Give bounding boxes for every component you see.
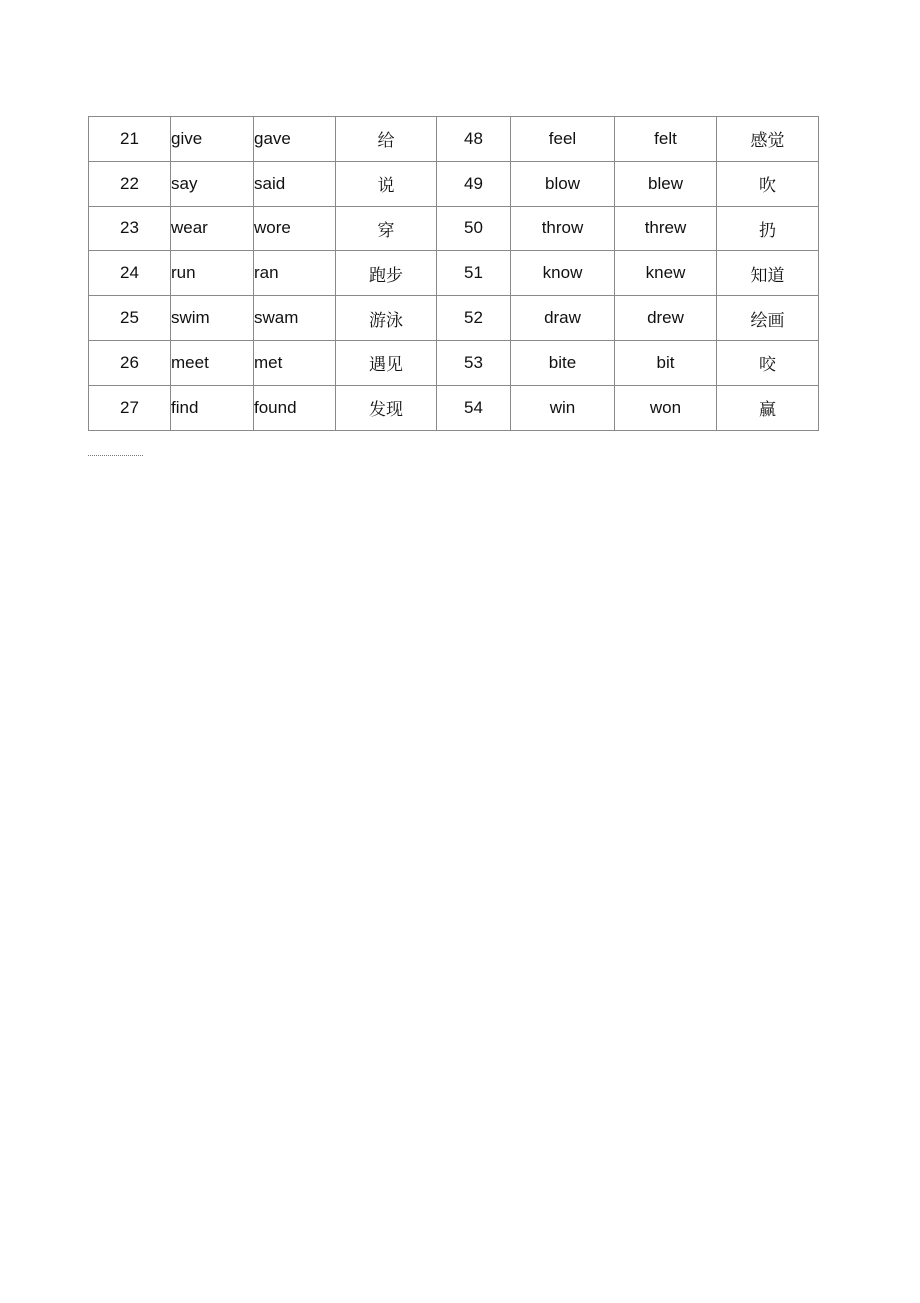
past-form-left: wore bbox=[254, 206, 336, 251]
table-row bbox=[89, 251, 819, 296]
past-form-right: bit bbox=[615, 340, 717, 385]
base-form-right: draw bbox=[511, 296, 615, 341]
base-form-left: find bbox=[171, 385, 254, 430]
row-number-left: 24 bbox=[89, 251, 171, 296]
chinese-meaning-left: 发现 bbox=[336, 385, 437, 430]
verb-table bbox=[88, 116, 819, 431]
table-row bbox=[89, 340, 819, 385]
row-number-right: 50 bbox=[437, 206, 511, 251]
base-form-left: swim bbox=[171, 296, 254, 341]
base-form-left: wear bbox=[171, 206, 254, 251]
past-form-left: said bbox=[254, 161, 336, 206]
base-form-left: say bbox=[171, 161, 254, 206]
table-row bbox=[89, 296, 819, 341]
base-form-right: bite bbox=[511, 340, 615, 385]
chinese-meaning-left: 穿 bbox=[336, 206, 437, 251]
table-row bbox=[89, 385, 819, 430]
past-form-right: threw bbox=[615, 206, 717, 251]
footnote-separator bbox=[88, 455, 143, 456]
base-form-right: win bbox=[511, 385, 615, 430]
chinese-meaning-right: 咬 bbox=[717, 340, 819, 385]
chinese-meaning-right: 吹 bbox=[717, 161, 819, 206]
past-form-left: ran bbox=[254, 251, 336, 296]
row-number-left: 21 bbox=[89, 117, 171, 162]
row-number-left: 25 bbox=[89, 296, 171, 341]
chinese-meaning-right: 绘画 bbox=[717, 296, 819, 341]
chinese-meaning-right: 感觉 bbox=[717, 117, 819, 162]
past-form-right: blew bbox=[615, 161, 717, 206]
row-number-left: 22 bbox=[89, 161, 171, 206]
base-form-right: blow bbox=[511, 161, 615, 206]
table-row bbox=[89, 161, 819, 206]
base-form-right: know bbox=[511, 251, 615, 296]
row-number-left: 23 bbox=[89, 206, 171, 251]
base-form-right: throw bbox=[511, 206, 615, 251]
row-number-left: 26 bbox=[89, 340, 171, 385]
chinese-meaning-left: 给 bbox=[336, 117, 437, 162]
row-number-right: 49 bbox=[437, 161, 511, 206]
chinese-meaning-left: 遇见 bbox=[336, 340, 437, 385]
chinese-meaning-left: 游泳 bbox=[336, 296, 437, 341]
chinese-meaning-right: 赢 bbox=[717, 385, 819, 430]
base-form-left: run bbox=[171, 251, 254, 296]
base-form-left: give bbox=[171, 117, 254, 162]
chinese-meaning-right: 知道 bbox=[717, 251, 819, 296]
past-form-left: met bbox=[254, 340, 336, 385]
past-form-left: found bbox=[254, 385, 336, 430]
row-number-right: 52 bbox=[437, 296, 511, 341]
chinese-meaning-right: 扔 bbox=[717, 206, 819, 251]
base-form-left: meet bbox=[171, 340, 254, 385]
chinese-meaning-left: 说 bbox=[336, 161, 437, 206]
row-number-left: 27 bbox=[89, 385, 171, 430]
past-form-right: felt bbox=[615, 117, 717, 162]
table-row bbox=[89, 206, 819, 251]
past-form-right: knew bbox=[615, 251, 717, 296]
table-row bbox=[89, 117, 819, 162]
row-number-right: 51 bbox=[437, 251, 511, 296]
row-number-right: 48 bbox=[437, 117, 511, 162]
verb-table-body bbox=[89, 117, 819, 431]
row-number-right: 53 bbox=[437, 340, 511, 385]
row-number-right: 54 bbox=[437, 385, 511, 430]
past-form-left: swam bbox=[254, 296, 336, 341]
base-form-right: feel bbox=[511, 117, 615, 162]
past-form-left: gave bbox=[254, 117, 336, 162]
chinese-meaning-left: 跑步 bbox=[336, 251, 437, 296]
past-form-right: drew bbox=[615, 296, 717, 341]
past-form-right: won bbox=[615, 385, 717, 430]
